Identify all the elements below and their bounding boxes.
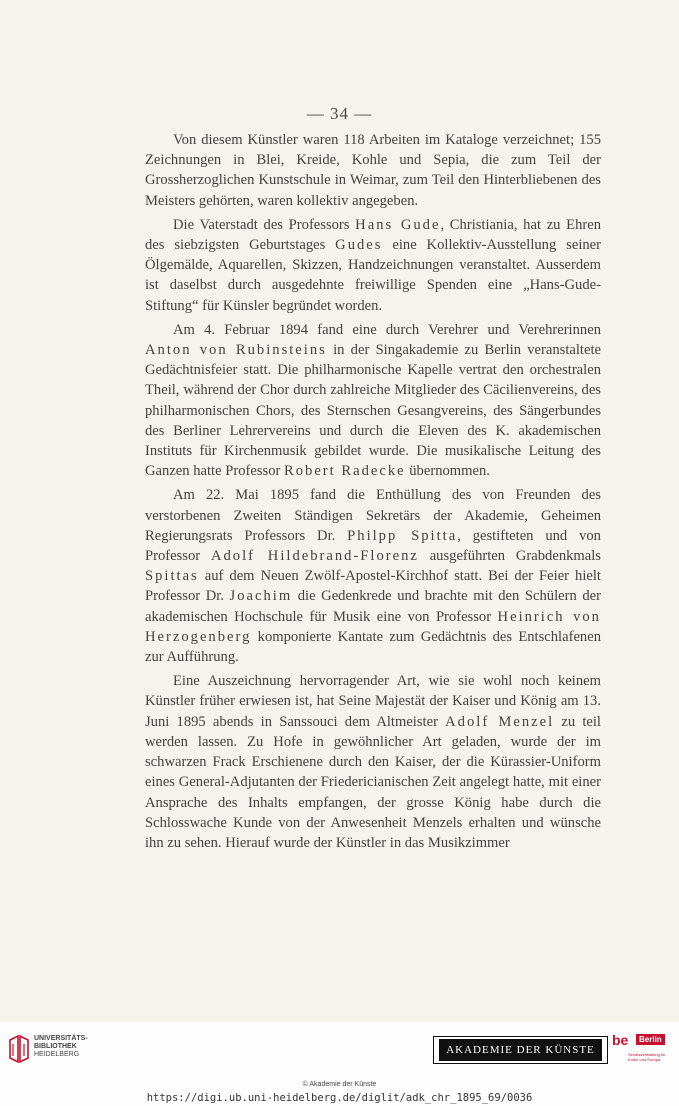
berlin-be-mark: be	[612, 1032, 629, 1048]
text-run: Am 4. Februar 1894 fand eine durch Verehrer und Verehrerinnen	[173, 321, 601, 338]
text-run: ausgeführten Grabdenkmals	[418, 548, 601, 565]
text-run: , Christiania, hat zu Ehren des siebzigsten Geburtstages	[145, 216, 601, 254]
akademie-logo[interactable]	[433, 1036, 608, 1064]
text-run: in der Singakademie zu Berlin veranstaltete Gedächtnisfeier statt. Die philharmonische Kapelle vertrat den orchestralen Theil, während der Chor durch zahlreiche Mitglieder des Cäcilienvereins, des philharmonischen Chors, des Sternschen Gesangvereins, des Sängerbundes des Berliner Lehrervereins und durch die Eleven des K. akademischen Instituts für Kirchenmusik gebildet wurde. Die musikalische Leitung des Ganzen hatte Professor	[145, 342, 601, 480]
body-text	[145, 130, 601, 857]
paragraph	[145, 485, 601, 667]
permalink-url[interactable]: https://digi.ub.uni-heidelberg.de/diglit/adk_chr_1895_69/0036	[146, 1092, 533, 1104]
library-name-line1: UNIVERSITÄTS-	[34, 1035, 88, 1042]
library-name[interactable]	[34, 1035, 88, 1059]
spaced-name: Gudes	[335, 237, 383, 254]
spaced-name: Joachim	[229, 588, 293, 605]
text-run: Von diesem Künstler waren 118 Arbeiten im Kataloge verzeichnet; 155 Zeichnungen in Blei, Kreide, Kohle und Sepia, die zum Teil der Grossherzoglichen Kunstschule in Weimar, zum Teil den Hinterbliebenen des Meisters gehörten, waren kollektiv angegeben.	[145, 132, 601, 209]
akademie-label: AKADEMIE DER KÜNSTE	[439, 1039, 602, 1061]
heidelberg-library-logo-icon[interactable]	[8, 1032, 30, 1064]
text-run: Am 22. Mai 1895 fand die Enthüllung des von Freunden des verstorbenen Zweiten Ständigen Sekretärs der Akademie, Geheimen Regierungsrats Professors Dr.	[145, 487, 601, 544]
spaced-name: Spittas	[145, 568, 199, 585]
berlin-senate-logo[interactable]	[612, 1032, 674, 1072]
text-run: übernommen.	[405, 463, 490, 480]
berlin-label: Berlin	[636, 1034, 665, 1045]
text-run: , gestifteten und von Professor	[145, 527, 601, 565]
page-number: — 34 —	[306, 104, 373, 123]
spaced-name: Philpp Spitta	[347, 527, 458, 544]
berlin-sub-label: Senatsverwaltung für Kultur und Europa	[628, 1052, 666, 1062]
text-run: auf dem Neuen Zwölf-Apostel-Kirchhof statt. Bei der Feier hielt Professor Dr.	[145, 568, 601, 605]
text-run: eine Kollektiv-Ausstellung seiner Ölgemälde, Aquarellen, Skizzen, Handzeichnungen veranstaltet. Ausserdem ist daselbst durch ausgedehnte freiwillige Spenden eine „Hans-Gude-Stiftung“ für Künsler begründet worden.	[145, 237, 602, 314]
library-name-line2: BIBLIOTHEK	[34, 1043, 77, 1050]
library-name-line3: HEIDELBERG	[34, 1051, 80, 1058]
spaced-name: Anton von Rubinsteins	[145, 342, 327, 359]
copyright-notice: © Akademie der Künste	[302, 1081, 377, 1088]
text-run: Eine Auszeichnung hervorragender Art, wie sie wohl noch keinem Künstler früher erwiesen ist, hat Seine Majestät der Kaiser und König am 13. Juni 1895 abends in Sanssouci dem Altmeister	[145, 673, 601, 730]
text-run: komponierte Kantate zum Gedächtnis des Entschlafenen zur Aufführung.	[145, 628, 601, 666]
paragraph	[145, 671, 601, 853]
spaced-name: Adolf Menzel	[445, 713, 555, 730]
text-run: Die Vaterstadt des Professors	[173, 216, 356, 233]
text-run: zu teil werden lassen. Zu Hofe in gewöhnlicher Art geladen, wurde der im schwarzen Frack Erschienene durch den Kaiser, der die Kürassier-Uniform eines General-Adjutanten der Friedericianischen Zeit angelegt hatte, mit einer Ansprache des Inhalts empfangen, der grosse König habe durch die Schlosswache Kunde von der Anwesenheit Menzels erhalten und wünsche ihn zu sehen. Hierauf wurde der Künstler in das Musikzimmer	[145, 713, 601, 851]
footer	[0, 1022, 679, 1106]
spaced-name: Robert Radecke	[284, 463, 406, 480]
paragraph	[145, 215, 601, 316]
spaced-name: Adolf Hildebrand-Florenz	[210, 548, 419, 565]
spaced-name: Heinrich von Herzogenberg	[145, 608, 601, 645]
spaced-name: Hans Gude	[355, 216, 441, 233]
text-run: die Gedenkrede und brachte mit den Schülern der akademischen Hochschule für Musik eine von Professor	[145, 588, 601, 625]
paragraph	[145, 320, 601, 482]
paragraph	[145, 130, 601, 211]
